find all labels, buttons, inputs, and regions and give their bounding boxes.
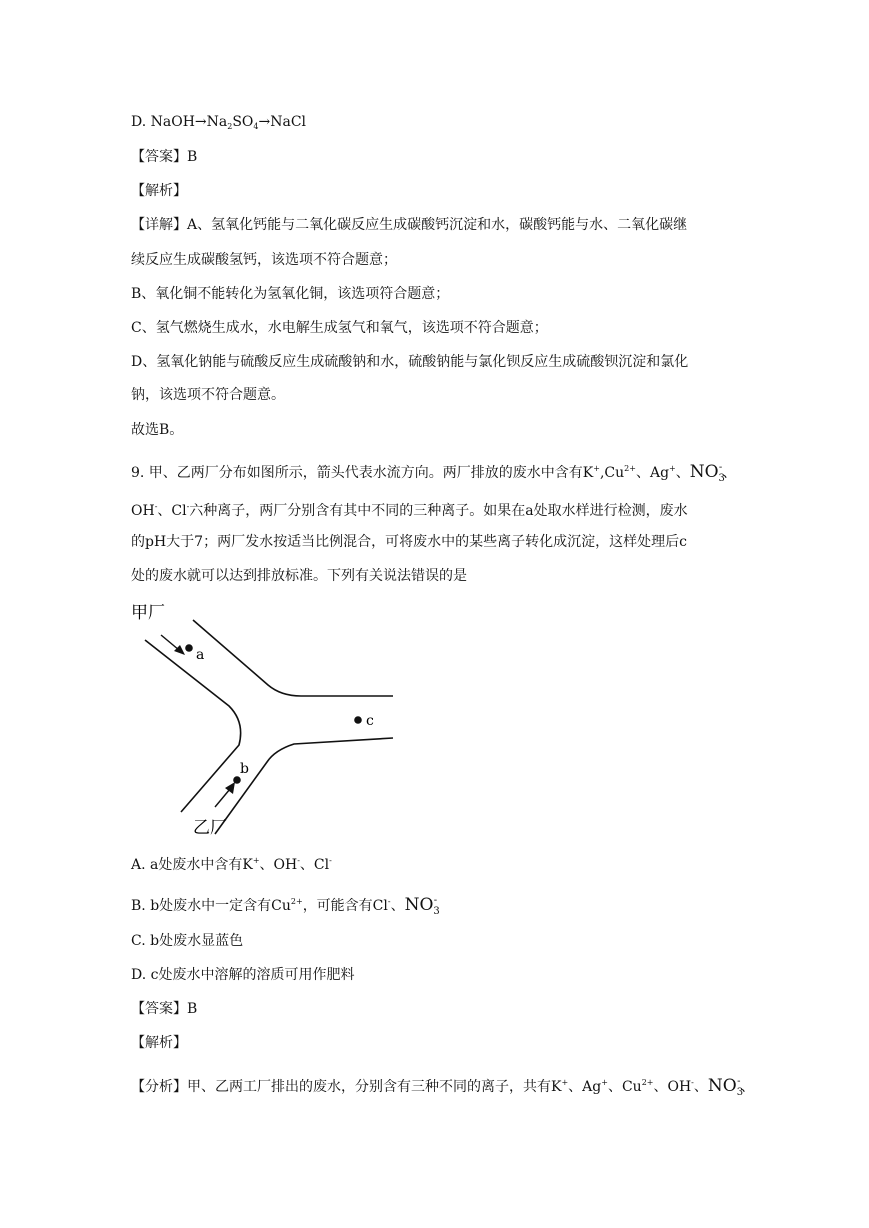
nitrate-formula: $NO_3^-$ (707, 1076, 744, 1098)
option-d: D. c处废水中溶解的溶质可用作肥料 (131, 967, 355, 983)
detail-line-4: C、氢气燃烧生成水，水电解生成氢气和氧气，该选项不符合题意； (131, 320, 548, 336)
question-9-line-2: OH-、Cl-六种离子，两厂分别含有其中不同的三种离子。如果在a处取水样进行检测，废水 (131, 502, 688, 519)
detail-line-5: D、氢氧化钠能与硫酸反应生成硫酸钠和水，硫酸钠能与氯化钡反应生成硫酸钡沉淀和氯化 (131, 354, 689, 370)
point-a-dot (185, 644, 193, 652)
flow-arrow-a (161, 635, 179, 650)
answer-label-2: 【答案】B (131, 1001, 198, 1017)
detail-line-3: B、氧化铜不能转化为氢氧化铜，该选项符合题意； (131, 286, 450, 302)
analysis-label-2: 【解析】 (131, 1035, 187, 1051)
factory-jia-label: 甲厂 (131, 603, 165, 623)
analysis-label: 【解析】 (131, 183, 187, 199)
detail-line-6: 钠，该选项不符合题意。 (131, 387, 285, 403)
point-b-dot (233, 776, 241, 784)
point-b-label: b (240, 761, 249, 777)
point-c-label: c (366, 713, 374, 729)
question-9-line-1: 9. 甲、乙两厂分布如图所示，箭头代表水流方向。两厂排放的废水中含有$K^+,Cu^{2+}$、Ag+、$NO_3^-$、 (131, 462, 737, 484)
question-9-line-3: 的pH大于7；两厂发水按适当比例混合，可将废水中的某些离子转化成沉淀，这样处理后c (131, 534, 687, 550)
answer-label: 【答案】B (131, 149, 198, 165)
option-d-previous: D. $NaOH\to Na_2SO_4\to NaCl$ (131, 114, 307, 131)
option-b: B. b处废水中一定含有$Cu^{2+}$，可能含有Cl-、$NO_3^-$ (131, 895, 440, 917)
detail-line-2: 续反应生成碳酸氢钙，该选项不符合题意； (131, 252, 397, 268)
detail-line-7: 故选B。 (131, 422, 184, 438)
option-a: A. a处废水中含有K+、OH-、Cl- (131, 856, 332, 873)
nitrate-formula: $NO_3^-$ (689, 462, 725, 484)
option-c: C. b处废水显蓝色 (131, 933, 244, 949)
flow-arrow-b (215, 789, 230, 807)
question-9-line-4: 处的废水就可以达到排放标准。下列有关说法错误的是 (131, 568, 467, 584)
detail-line-1: 【详解】A、氢氧化钙能与二氧化碳反应生成碳酸钙沉淀和水，碳酸钙能与水、二氧化碳继 (131, 217, 688, 233)
point-c-dot (354, 716, 362, 724)
analysis-line: 【分析】甲、乙两工厂排出的废水，分别含有三种不同的离子，共有K+、Ag+、$Cu^{2+}$、OH-、$NO_3^-$、 (131, 1076, 755, 1098)
point-a-label: a (196, 647, 205, 663)
factory-yi-label: 乙厂 (193, 818, 227, 838)
nitrate-formula: $NO_3^-$ (404, 895, 440, 917)
river-diagram (131, 600, 401, 840)
